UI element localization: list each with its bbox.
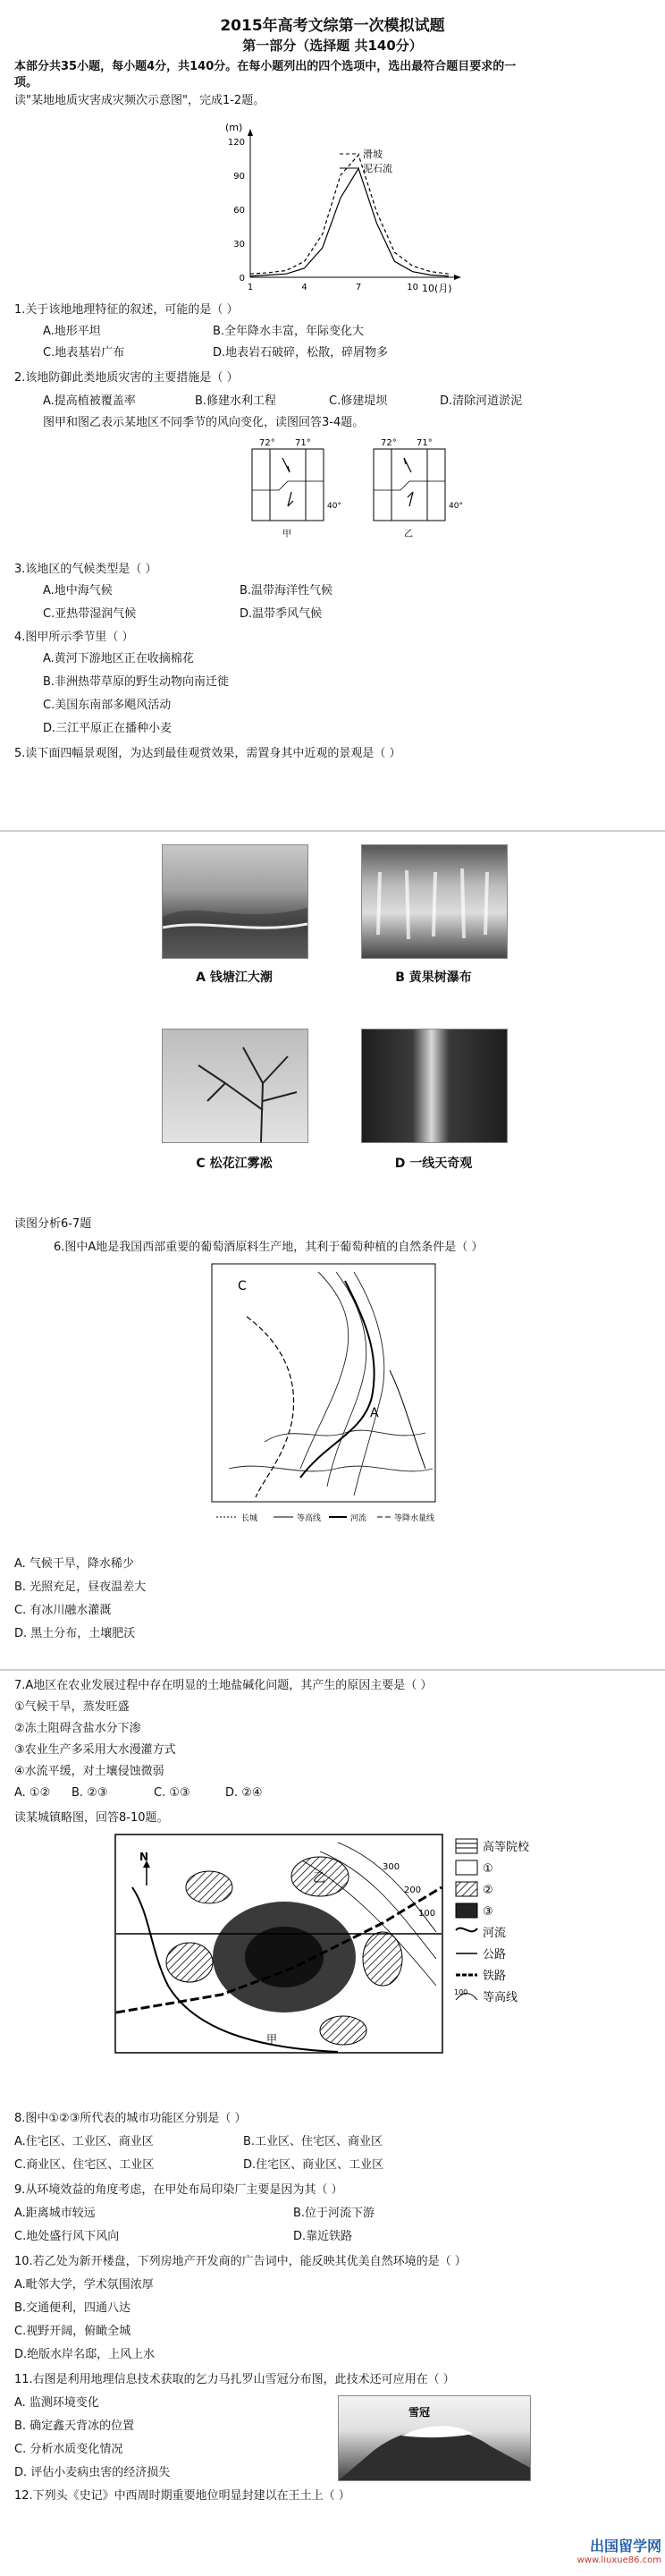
q12-cut-text: 12.下列头《史记》中西周时期重要地位明显封建以在王土上（ ） bbox=[14, 2489, 350, 2503]
svg-text:等高线: 等高线 bbox=[297, 1514, 322, 1523]
svg-text:①: ① bbox=[483, 1862, 493, 1876]
y-tick-label: 120 bbox=[227, 138, 245, 148]
q7-option-a[interactable]: A. ①② bbox=[14, 1786, 51, 1800]
label-yi: 乙 bbox=[313, 1871, 325, 1885]
q7-item-4: ④水流平缓，对土壤侵蚀微弱 bbox=[14, 1765, 164, 1778]
svg-text:③: ③ bbox=[483, 1905, 493, 1919]
x-unit-label: 10(月) bbox=[422, 283, 452, 294]
q5-stem: 5.读下面四幅景观图，为达到最佳观赏效果，需置身其中近观的景观是（ ） bbox=[14, 747, 401, 760]
svg-text:河流: 河流 bbox=[483, 1927, 507, 1940]
q9-stem: 9.从环境效益的角度考虑，在甲处布局印染厂主要是因为其（ ） bbox=[14, 2183, 343, 2197]
svg-text:②: ② bbox=[483, 1884, 493, 1897]
q4-option-a[interactable]: A.黄河下游地区正在收摘棉花 bbox=[43, 652, 194, 665]
q10-option-d[interactable]: D.绝版水岸名邸，上风上水 bbox=[14, 2348, 156, 2361]
page-separator-2 bbox=[0, 1669, 665, 1671]
q2-option-a[interactable]: A.提高植被覆盖率 bbox=[43, 394, 136, 408]
svg-text:高等院校: 高等院校 bbox=[483, 1841, 530, 1854]
q1-option-a[interactable]: A.地形平坦 bbox=[43, 325, 101, 338]
region-map-q6 bbox=[211, 1263, 436, 1531]
series-line-landslide bbox=[250, 155, 449, 274]
q9-option-d[interactable]: D.靠近铁路 bbox=[293, 2230, 353, 2243]
q7-item-3: ③农业生产多采用大水漫灌方式 bbox=[14, 1743, 176, 1757]
q3-stem: 3.该地区的气候类型是（ ） bbox=[14, 563, 157, 576]
svg-text:71°: 71° bbox=[417, 438, 433, 448]
y-tick-labels bbox=[228, 138, 245, 284]
q7-item-1: ①气候干旱，蒸发旺盛 bbox=[14, 1700, 130, 1714]
q9-option-a[interactable]: A.距离城市较远 bbox=[14, 2207, 96, 2220]
q1-option-c[interactable]: C.地表基岩广布 bbox=[43, 346, 125, 360]
q6-option-d[interactable]: D. 黑土分布，土壤肥沃 bbox=[14, 1627, 136, 1640]
svg-text:71°: 71° bbox=[295, 438, 311, 448]
y-tick-label: 0 bbox=[239, 274, 245, 284]
q1-option-d[interactable]: D.地表岩石破碎，松散，碎屑物多 bbox=[213, 346, 389, 360]
instructions-line-1: 本部分共35小题，每小题4分，共140分。在每小题列出的四个选项中，选出最符合题目要求的一 bbox=[14, 60, 517, 73]
series-line-debris-flow bbox=[250, 168, 449, 275]
y-tick-label: 60 bbox=[233, 206, 245, 216]
q1-2-intro: 读"某地地质灾害成灾频次示意图"，完成1-2题。 bbox=[14, 94, 265, 107]
q6-option-c[interactable]: C. 有冰川融水灌溉 bbox=[14, 1604, 112, 1617]
photo-songhua-rime bbox=[162, 1029, 308, 1143]
x-tick-label: 1 bbox=[247, 283, 254, 292]
q2-stem: 2.该地防御此类地质灾害的主要措施是（ ） bbox=[14, 371, 239, 385]
svg-text:等降水量线: 等降水量线 bbox=[394, 1514, 435, 1523]
q11-option-d[interactable]: D. 评估小麦病虫害的经济损失 bbox=[14, 2466, 171, 2479]
photo-yixiantian bbox=[361, 1029, 508, 1143]
q6-7-intro: 读图分析6-7题 bbox=[14, 1217, 92, 1231]
svg-text:铁路: 铁路 bbox=[483, 1970, 507, 1983]
x-axis-arrow bbox=[454, 275, 461, 280]
watermark-url: www.liuxue86.com bbox=[577, 2555, 661, 2565]
svg-text:100: 100 bbox=[418, 1909, 436, 1919]
instructions-line-2: 项。 bbox=[14, 76, 38, 89]
q3-option-a[interactable]: A.地中海气候 bbox=[43, 584, 113, 597]
series-lines bbox=[250, 155, 449, 276]
wind-arrows bbox=[282, 458, 293, 506]
q10-stem: 10.若乙处为新开楼盘，下列房地产开发商的广告词中，能反映其优美自然环境的是（ ） bbox=[14, 2255, 467, 2268]
svg-text:72°: 72° bbox=[381, 438, 397, 448]
svg-text:等高线: 等高线 bbox=[483, 1991, 518, 2004]
wind-map-jia bbox=[234, 436, 341, 544]
q8-option-a[interactable]: A.住宅区、工业区、商业区 bbox=[14, 2135, 154, 2148]
q10-option-b[interactable]: B.交通便利，四通八达 bbox=[14, 2301, 131, 2315]
q2-option-c[interactable]: C.修建堤坝 bbox=[329, 394, 388, 408]
q6-stem: 6.图中A地是我国西部重要的葡萄酒原料生产地，其利于葡萄种植的自然条件是（ ） bbox=[54, 1241, 484, 1254]
q3-option-b[interactable]: B.温带海洋性气候 bbox=[240, 584, 333, 597]
q8-10-intro: 读某城镇略图，回答8-10题。 bbox=[14, 1811, 169, 1825]
north-label: N bbox=[139, 1851, 149, 1863]
map-label-c: C bbox=[238, 1279, 247, 1293]
landslide-frequency-chart bbox=[215, 116, 474, 295]
q4-stem: 4.图甲所示季节里（ ） bbox=[14, 631, 134, 644]
q4-option-d[interactable]: D.三江平原正在播种小麦 bbox=[43, 722, 173, 735]
legend-debris-flow: 泥石流 bbox=[363, 163, 392, 174]
q7-option-d[interactable]: D. ②④ bbox=[225, 1786, 263, 1800]
q11-option-c[interactable]: C. 分析水质变化情况 bbox=[14, 2443, 123, 2456]
q2-option-d[interactable]: D.清除河道淤泥 bbox=[440, 394, 523, 408]
q2-option-b[interactable]: B.修建水利工程 bbox=[195, 394, 277, 408]
q3-option-c[interactable]: C.亚热带湿润气候 bbox=[43, 607, 137, 621]
x-tick-labels bbox=[248, 283, 418, 292]
y-unit-label: (m) bbox=[225, 122, 243, 133]
page-separator bbox=[0, 830, 665, 832]
q1-option-b[interactable]: B.全年降水丰富，年际变化大 bbox=[213, 325, 365, 338]
town-legend bbox=[454, 1839, 530, 2004]
q3-option-d[interactable]: D.温带季风气候 bbox=[240, 607, 323, 621]
svg-text:河流: 河流 bbox=[350, 1514, 367, 1523]
q11-stem: 11.右图是利用地理信息技术获取的乞力马扎罗山雪冠分布图，此技术还可应用在（ ） bbox=[14, 2373, 455, 2386]
q8-stem: 8.图中①②③所代表的城市功能区分别是（ ） bbox=[14, 2112, 247, 2125]
watermark-text: 出国留学网 bbox=[589, 2538, 661, 2555]
caption-a: A 钱塘江大潮 bbox=[196, 970, 273, 985]
map-label-a: A bbox=[370, 1406, 379, 1420]
q9-option-c[interactable]: C.地处盛行风下风向 bbox=[14, 2230, 120, 2243]
x-tick-label: 10 bbox=[407, 283, 419, 292]
svg-text:200: 200 bbox=[404, 1885, 422, 1895]
chart-axes bbox=[248, 129, 461, 280]
q10-option-c[interactable]: C.视野开阔，俯瞰全城 bbox=[14, 2325, 131, 2338]
q6-option-a[interactable]: A. 气候干旱，降水稀少 bbox=[14, 1557, 134, 1571]
x-tick-label: 7 bbox=[355, 283, 362, 292]
caption-b: B 黄果树瀑布 bbox=[395, 970, 472, 985]
map-legend bbox=[216, 1513, 434, 1523]
y-tick-label: 90 bbox=[233, 172, 245, 182]
kilimanjaro-snowcap-image bbox=[338, 2395, 531, 2481]
q7-option-c[interactable]: C. ①③ bbox=[154, 1786, 190, 1800]
wind-map-label-yi: 乙 bbox=[404, 530, 413, 539]
svg-text:40°: 40° bbox=[449, 502, 463, 511]
svg-text:公路: 公路 bbox=[483, 1948, 507, 1962]
q4-option-b[interactable]: B.非洲热带草原的野生动物向南迁徙 bbox=[43, 675, 230, 689]
q8-option-c[interactable]: C.商业区、住宅区、工业区 bbox=[14, 2158, 155, 2172]
svg-text:72°: 72° bbox=[259, 438, 275, 448]
q8-option-d[interactable]: D.住宅区、商业区、工业区 bbox=[243, 2158, 384, 2172]
q4-option-c[interactable]: C.美国东南部多飓风活动 bbox=[43, 699, 172, 712]
q3-4-intro: 图甲和图乙表示某地区不同季节的风向变化，读图回答3-4题。 bbox=[43, 416, 365, 429]
snowcap-label: 雪冠 bbox=[408, 2406, 431, 2419]
photo-qiantang-tide bbox=[162, 844, 308, 959]
svg-text:100: 100 bbox=[454, 1988, 468, 1996]
exam-title: 2015年高考文综第一次模拟试题 bbox=[220, 17, 445, 35]
watermark bbox=[565, 2535, 661, 2565]
svg-text:长城: 长城 bbox=[241, 1514, 258, 1523]
town-map bbox=[114, 1834, 561, 2054]
caption-c: C 松花江雾凇 bbox=[196, 1157, 273, 1171]
wind-map-yi bbox=[356, 436, 463, 544]
chart-legend bbox=[340, 148, 392, 174]
q7-option-b[interactable]: B. ②③ bbox=[72, 1786, 108, 1800]
y-tick-label: 30 bbox=[233, 240, 245, 250]
caption-d: D 一线天奇观 bbox=[394, 1157, 473, 1171]
y-axis-arrow bbox=[248, 129, 253, 136]
q8-option-b[interactable]: B.工业区、住宅区、商业区 bbox=[243, 2135, 383, 2148]
q11-option-b[interactable]: B. 确定鑫天背冰的位置 bbox=[14, 2419, 135, 2433]
q11-option-a[interactable]: A. 监测环境变化 bbox=[14, 2396, 99, 2410]
x-tick-label: 4 bbox=[301, 283, 307, 292]
photo-huangguoshu-waterfall bbox=[361, 844, 508, 959]
svg-text:40°: 40° bbox=[327, 502, 341, 511]
wind-map-label-jia: 甲 bbox=[282, 530, 291, 539]
q6-option-b[interactable]: B. 光照充足，昼夜温差大 bbox=[14, 1580, 147, 1594]
q10-option-a[interactable]: A.毗邻大学，学术氛围浓厚 bbox=[14, 2278, 154, 2292]
part-title: 第一部分（选择题 共140分） bbox=[242, 38, 423, 54]
q7-stem: 7.A地区在农业发展过程中存在明显的土地盐碱化问题，其产生的原因主要是（ ） bbox=[14, 1679, 433, 1692]
label-jia: 甲 bbox=[266, 2033, 278, 2046]
q9-option-b[interactable]: B.位于河流下游 bbox=[293, 2207, 375, 2220]
q1-stem: 1.关于该地地理特征的叙述，可能的是（ ） bbox=[14, 303, 239, 317]
svg-text:300: 300 bbox=[383, 1862, 400, 1872]
q7-item-2: ②冻土阻碍含盐水分下渗 bbox=[14, 1722, 141, 1735]
legend-landslide: 滑坡 bbox=[363, 148, 383, 160]
